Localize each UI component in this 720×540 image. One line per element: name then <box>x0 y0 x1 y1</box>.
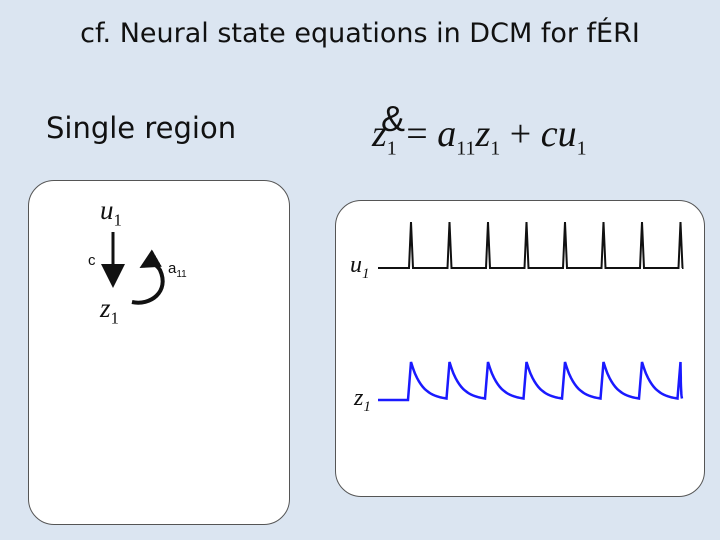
state-node-z1: $z_1$ <box>100 293 120 328</box>
dot-glyph: & <box>381 98 406 139</box>
input-trace-label: $u_1$ <box>350 252 370 282</box>
state-trace-label: $z_1$ <box>354 385 371 415</box>
self-loop-arrow <box>132 263 163 302</box>
input-node-u1: $u_1$ <box>100 195 122 230</box>
input-trace <box>378 222 683 268</box>
page-title: cf. Neural state equations in DCM for fÉRI <box>80 18 640 49</box>
self-loop-label: $a_{11}$ <box>168 260 187 280</box>
equation-body: $z_1 = a_{11}z_1 + cu_1$ <box>372 113 587 160</box>
subtitle: Single region <box>46 111 237 145</box>
state-trace <box>378 362 682 400</box>
input-edge-label: c <box>88 252 96 269</box>
